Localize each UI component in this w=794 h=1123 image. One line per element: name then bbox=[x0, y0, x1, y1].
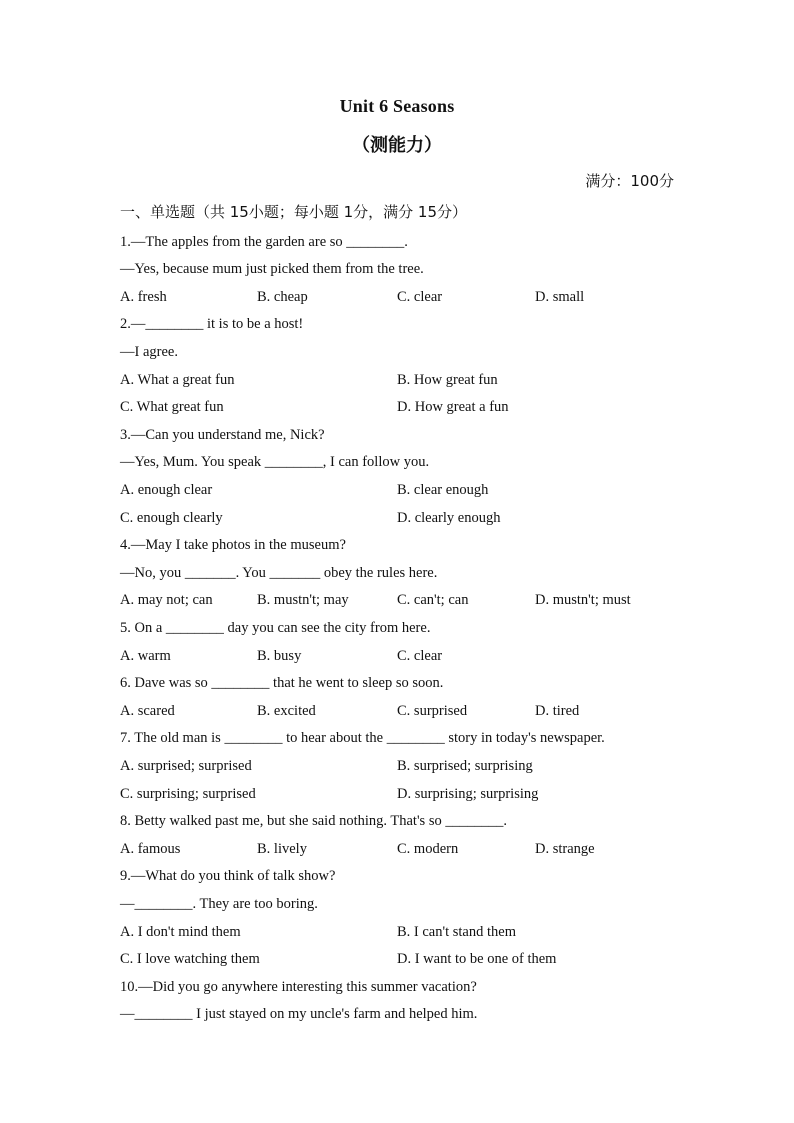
question-2-stem: 2.—________ it is to be a host! bbox=[120, 316, 304, 332]
q8-option-b: B. lively bbox=[257, 841, 307, 857]
q9-option-d: D. I want to be one of them bbox=[397, 951, 557, 967]
question-1-reply: —Yes, because mum just picked them from the tree. bbox=[120, 261, 424, 277]
q5-option-c: C. clear bbox=[397, 648, 443, 664]
question-2-reply: —I agree. bbox=[120, 344, 178, 360]
question-1-stem: 1.—The apples from the garden are so ________. bbox=[120, 234, 408, 250]
q3-option-b: B. clear enough bbox=[397, 482, 489, 498]
question-7-stem: 7. The old man is ________ to hear about the ________ story in today's newspaper. bbox=[120, 730, 605, 746]
q6-option-c: C. surprised bbox=[397, 703, 468, 719]
question-10-stem: 10.—Did you go anywhere interesting this summer vacation? bbox=[120, 979, 477, 995]
question-6-stem: 6. Dave was so ________ that he went to sleep so soon. bbox=[120, 675, 444, 691]
q6-option-d: D. tired bbox=[535, 703, 580, 719]
q8-option-a: A. famous bbox=[120, 841, 181, 857]
question-3-reply: —Yes, Mum. You speak ________, I can follow you. bbox=[120, 454, 430, 470]
q9-option-b: B. I can't stand them bbox=[397, 924, 516, 940]
q7-option-a: A. surprised; surprised bbox=[120, 758, 252, 774]
q8-option-c: C. modern bbox=[397, 841, 459, 857]
q7-option-b: B. surprised; surprising bbox=[397, 758, 533, 774]
q1-option-b: B. cheap bbox=[257, 289, 308, 305]
q5-option-a: A. warm bbox=[120, 648, 171, 664]
q1-option-c: C. clear bbox=[397, 289, 443, 305]
q2-option-d: D. How great a fun bbox=[397, 399, 509, 415]
q1-option-d: D. small bbox=[535, 289, 585, 305]
q9-option-c: C. I love watching them bbox=[120, 951, 260, 967]
question-3-stem: 3.—Can you understand me, Nick? bbox=[120, 427, 325, 443]
question-10-reply: —________ I just stayed on my uncle's farm and helped him. bbox=[120, 1006, 478, 1022]
page-title: Unit 6 Seasons bbox=[339, 96, 455, 116]
q3-option-d: D. clearly enough bbox=[397, 510, 501, 526]
q3-option-c: C. enough clearly bbox=[120, 510, 223, 526]
question-8-stem: 8. Betty walked past me, but she said nothing. That's so ________. bbox=[120, 813, 507, 829]
question-9-reply: —________. They are too boring. bbox=[120, 896, 318, 912]
question-5-stem: 5. On a ________ day you can see the city from here. bbox=[120, 620, 431, 636]
total-score: 满分：100分 bbox=[585, 172, 674, 190]
q2-option-b: B. How great fun bbox=[397, 372, 498, 388]
section-heading: 一、单选题（共 15小题；每小题 1分，满分 15分） bbox=[120, 203, 468, 221]
q4-option-b: B. mustn't; may bbox=[257, 592, 349, 608]
q3-option-a: A. enough clear bbox=[120, 482, 213, 498]
question-9-stem: 9.—What do you think of talk show? bbox=[120, 868, 336, 884]
q8-option-d: D. strange bbox=[535, 841, 595, 857]
question-4-reply: —No, you _______. You _______ obey the rules here. bbox=[120, 565, 438, 581]
q5-option-b: B. busy bbox=[257, 648, 302, 664]
q7-option-d: D. surprising; surprising bbox=[397, 786, 539, 802]
q4-option-d: D. mustn't; must bbox=[535, 592, 631, 608]
q9-option-a: A. I don't mind them bbox=[120, 924, 241, 940]
q4-option-c: C. can't; can bbox=[397, 592, 469, 608]
q4-option-a: A. may not; can bbox=[120, 592, 213, 608]
q2-option-c: C. What great fun bbox=[120, 399, 224, 415]
question-4-stem: 4.—May I take photos in the museum? bbox=[120, 537, 346, 553]
page-subtitle: （测能力） bbox=[352, 135, 442, 156]
q2-option-a: A. What a great fun bbox=[120, 372, 235, 388]
q6-option-a: A. scared bbox=[120, 703, 175, 719]
q7-option-c: C. surprising; surprised bbox=[120, 786, 256, 802]
q6-option-b: B. excited bbox=[257, 703, 316, 719]
q1-option-a: A. fresh bbox=[120, 289, 167, 305]
